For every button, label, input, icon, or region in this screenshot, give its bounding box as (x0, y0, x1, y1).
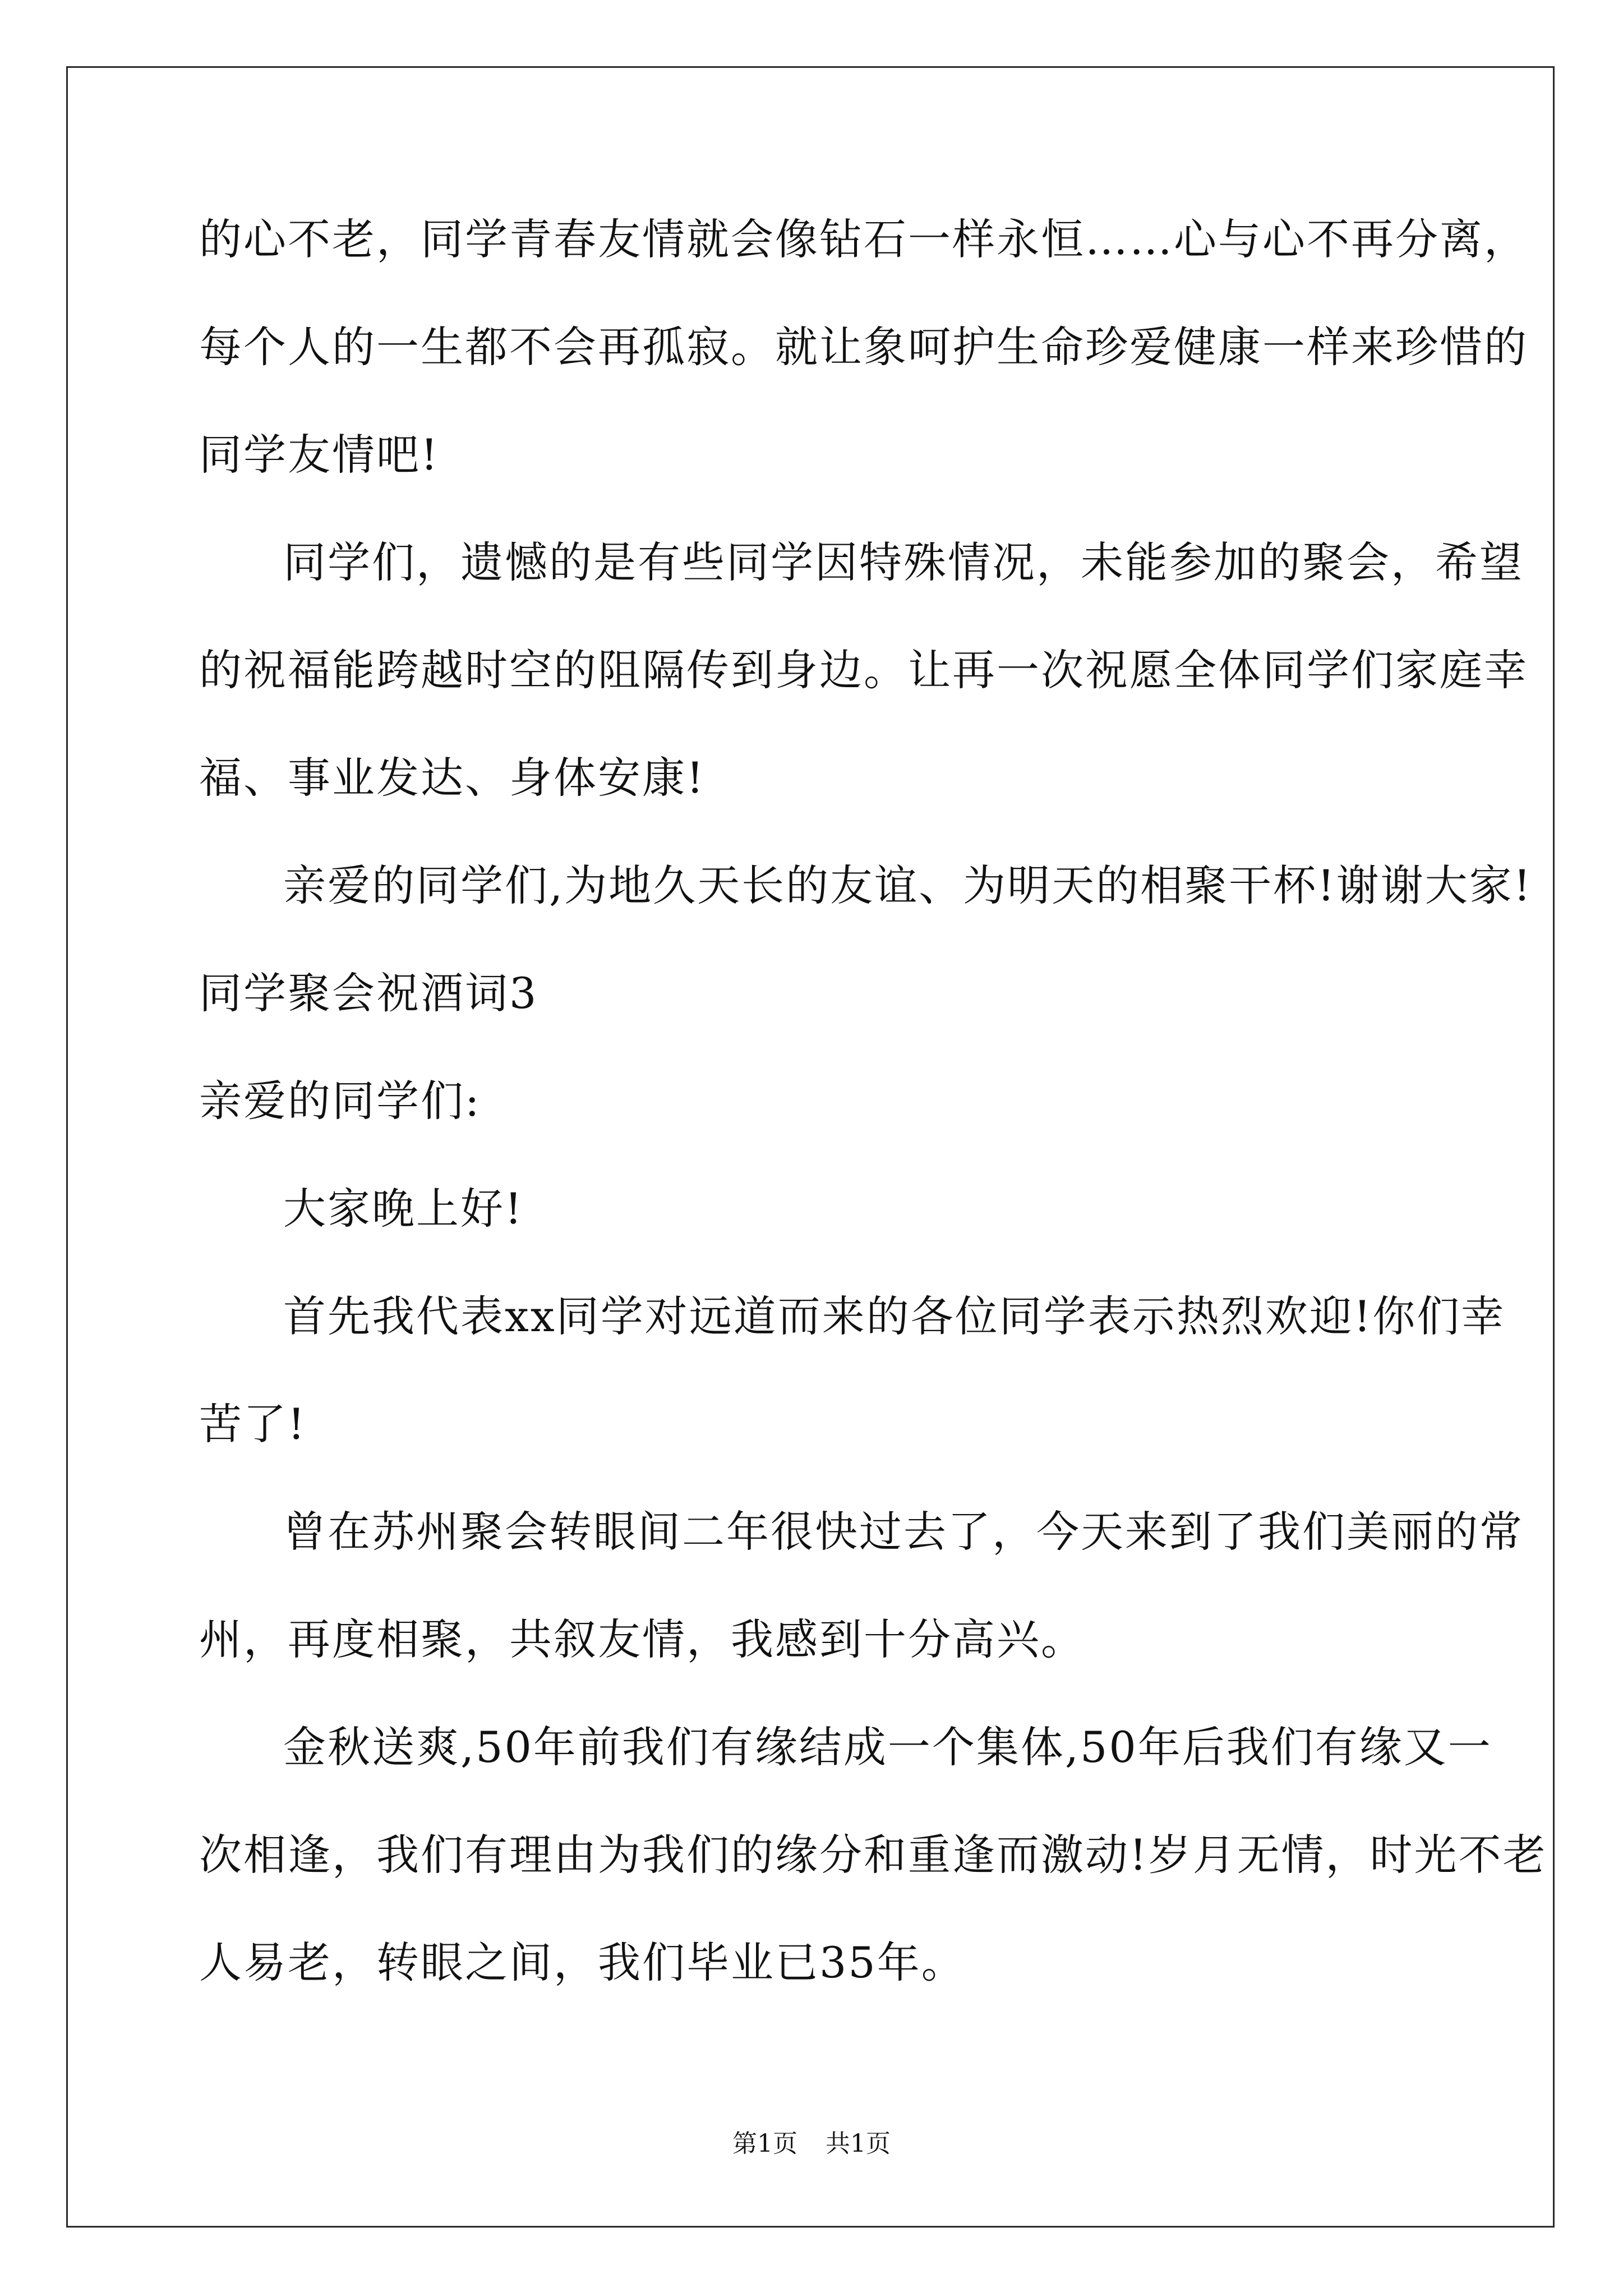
document-body (199, 213, 1547, 2044)
text-line: 次相逢，我们有理由为我们的缘分和重逢而激动!岁月无情，时光不老 (199, 1830, 1547, 1880)
page-number: 第1页 (732, 2129, 797, 2158)
section-title: 同学聚会祝酒词3 (199, 968, 538, 1018)
text-line: 福、事业发达、身体安康! (199, 753, 706, 803)
page-total: 共1页 (826, 2129, 891, 2158)
text-line: 苦了! (199, 1399, 307, 1449)
page-footer (0, 2127, 1623, 2161)
paragraph-start-line: 首先我代表xx同学对远道而来的各位同学表示热烈欢迎!你们幸 (283, 1291, 1506, 1341)
greeting-line: 大家晚上好! (283, 1184, 524, 1234)
paragraph-start-line: 同学们，遗憾的是有些同学因特殊情况，未能参加的聚会，希望 (283, 537, 1524, 587)
text-line: 人易老，转眼之间，我们毕业已35年。 (199, 1938, 966, 1987)
salutation-line: 亲爱的同学们: (199, 1076, 481, 1126)
paragraph-start-line: 亲爱的同学们,为地久天长的友谊、为明天的相聚干杯!谢谢大家! (283, 861, 1533, 910)
text-line: 的心不老，同学青春友情就会像钻石一样永恒……心与心不再分离， (199, 214, 1528, 264)
text-line: 同学友情吧! (199, 430, 440, 480)
text-line: 每个人的一生都不会再孤寂。就让象呵护生命珍爱健康一样来珍惜的 (199, 322, 1528, 372)
paragraph-start-line: 曾在苏州聚会转眼间二年很快过去了，今天来到了我们美丽的常 (283, 1507, 1524, 1557)
paragraph-start-line: 金秋送爽,50年前我们有缘结成一个集体,50年后我们有缘又一 (283, 1722, 1492, 1772)
text-line: 的祝福能跨越时空的阻隔传到身边。让再一次祝愿全体同学们家庭幸 (199, 645, 1528, 695)
text-line: 州，再度相聚，共叙友情，我感到十分高兴。 (199, 1614, 1085, 1664)
